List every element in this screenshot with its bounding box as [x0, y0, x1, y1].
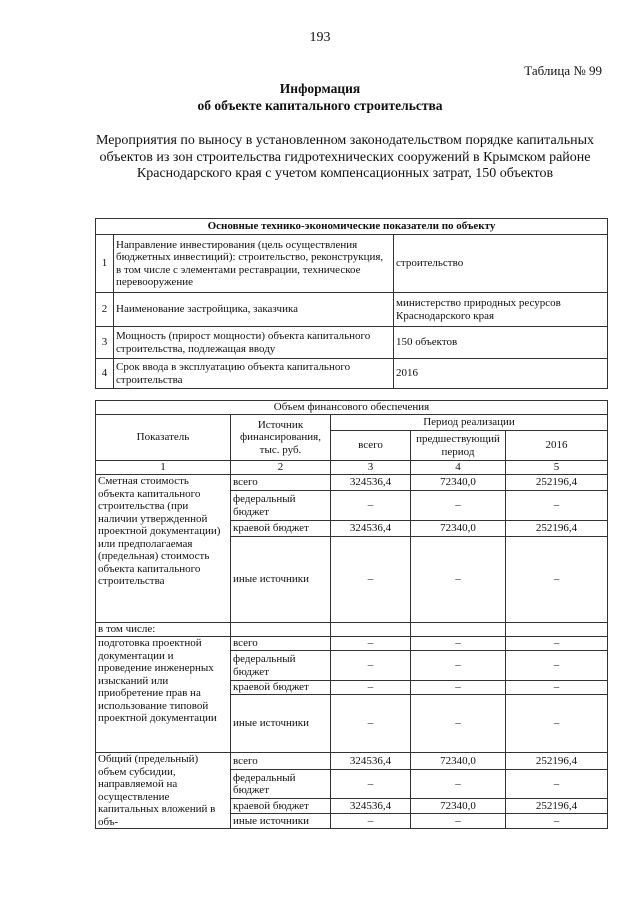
- source-name: федеральный бюджет: [231, 651, 331, 681]
- source-name: иные источники: [231, 814, 331, 829]
- value-total: –: [331, 769, 411, 799]
- value-2016: –: [506, 491, 608, 521]
- finance-header: Объем финансового обеспечения: [96, 401, 608, 415]
- indicators-table: [95, 218, 608, 389]
- indicator-label: Направление инвестирования (цель осуществления бюджетных инвестиций): строительство, реконструкция, в том числе с элементами реставрации, техническое перевооружение: [114, 235, 394, 293]
- value-previous: –: [411, 814, 506, 829]
- value-2016: 252196,4: [506, 475, 608, 491]
- value-previous: –: [411, 637, 506, 651]
- value-total: –: [331, 537, 411, 623]
- value-total: 324536,4: [331, 521, 411, 537]
- source-name: всего: [231, 753, 331, 770]
- value-total: –: [331, 681, 411, 695]
- indicator-name: Общий (предельный) объем субсидии, направляемой на осуществление капитальных вложений в объ-: [96, 753, 231, 829]
- col-indicator: Показатель: [96, 415, 231, 461]
- source-name: иные источники: [231, 695, 331, 753]
- title-line-2: об объекте капитального строительства: [197, 98, 443, 113]
- value-2016: –: [506, 769, 608, 799]
- including-label: в том числе:: [96, 623, 231, 637]
- value-previous: –: [411, 681, 506, 695]
- indicator-name: Сметная стоимость объекта капитального строительства (при наличии утвержденной проектной документации) или предполагаемая (предельная) стоимость объекта капитального строительства: [96, 475, 231, 623]
- value-total: –: [331, 491, 411, 521]
- value-2016: –: [506, 814, 608, 829]
- col-total: всего: [331, 431, 411, 461]
- value-previous: 72340,0: [411, 521, 506, 537]
- indicator-num: 2: [96, 293, 114, 327]
- table-label: Таблица № 99: [524, 63, 602, 78]
- object-description: Мероприятия по выносу в установленном законодательством порядке капитальных объектов из зон строительства гидротехнических сооружений в Крымском районе Краснодарского края с учетом компенсационных затрат, 150 объектов: [95, 133, 595, 181]
- value-total: –: [331, 651, 411, 681]
- col-number: 4: [411, 461, 506, 475]
- value-previous: –: [411, 651, 506, 681]
- source-name: краевой бюджет: [231, 521, 331, 537]
- document-title: [0, 80, 640, 114]
- indicators-header: Основные технико-экономические показатели по объекту: [96, 219, 608, 235]
- value-total: –: [331, 637, 411, 651]
- indicator-num: 1: [96, 235, 114, 293]
- indicator-name: подготовка проектной документации и проведение инженерных изысканий или приобретение прав на использование типовой проектной документации: [96, 637, 231, 753]
- indicator-value: министерство природных ресурсов Краснодарского края: [394, 293, 608, 327]
- value-2016: –: [506, 681, 608, 695]
- value-2016: 252196,4: [506, 521, 608, 537]
- source-name: краевой бюджет: [231, 681, 331, 695]
- value-2016: 252196,4: [506, 753, 608, 770]
- source-name: краевой бюджет: [231, 799, 331, 814]
- value-total: 324536,4: [331, 753, 411, 770]
- indicator-num: 3: [96, 327, 114, 359]
- finance-table: [95, 400, 608, 829]
- indicator-value: 150 объектов: [394, 327, 608, 359]
- source-name: всего: [231, 475, 331, 491]
- indicator-value: строительство: [394, 235, 608, 293]
- value-2016: –: [506, 651, 608, 681]
- value-2016: 252196,4: [506, 799, 608, 814]
- col-2016: 2016: [506, 431, 608, 461]
- value-previous: 72340,0: [411, 475, 506, 491]
- value-2016: –: [506, 637, 608, 651]
- col-period: Период реализации: [331, 415, 608, 431]
- source-name: всего: [231, 637, 331, 651]
- value-previous: 72340,0: [411, 753, 506, 770]
- indicator-label: Мощность (прирост мощности) объекта капитального строительства, подлежащая вводу: [114, 327, 394, 359]
- value-2016: –: [506, 537, 608, 623]
- indicator-label: Наименование застройщика, заказчика: [114, 293, 394, 327]
- indicator-value: 2016: [394, 359, 608, 389]
- source-name: федеральный бюджет: [231, 769, 331, 799]
- value-previous: –: [411, 537, 506, 623]
- value-previous: –: [411, 695, 506, 753]
- indicator-label: Срок ввода в эксплуатацию объекта капитального строительства: [114, 359, 394, 389]
- page-number: 193: [309, 30, 331, 45]
- col-source: Источник финансирования, тыс. руб.: [231, 415, 331, 461]
- value-total: 324536,4: [331, 799, 411, 814]
- col-number: 3: [331, 461, 411, 475]
- value-previous: –: [411, 491, 506, 521]
- col-number: 5: [506, 461, 608, 475]
- value-2016: –: [506, 695, 608, 753]
- value-previous: 72340,0: [411, 799, 506, 814]
- value-total: 324536,4: [331, 475, 411, 491]
- value-previous: –: [411, 769, 506, 799]
- col-previous: предшествующий период: [411, 431, 506, 461]
- value-total: –: [331, 695, 411, 753]
- indicator-num: 4: [96, 359, 114, 389]
- col-number: 2: [231, 461, 331, 475]
- value-total: –: [331, 814, 411, 829]
- source-name: иные источники: [231, 537, 331, 623]
- source-name: федеральный бюджет: [231, 491, 331, 521]
- title-line-1: Информация: [279, 81, 361, 96]
- col-number: 1: [96, 461, 231, 475]
